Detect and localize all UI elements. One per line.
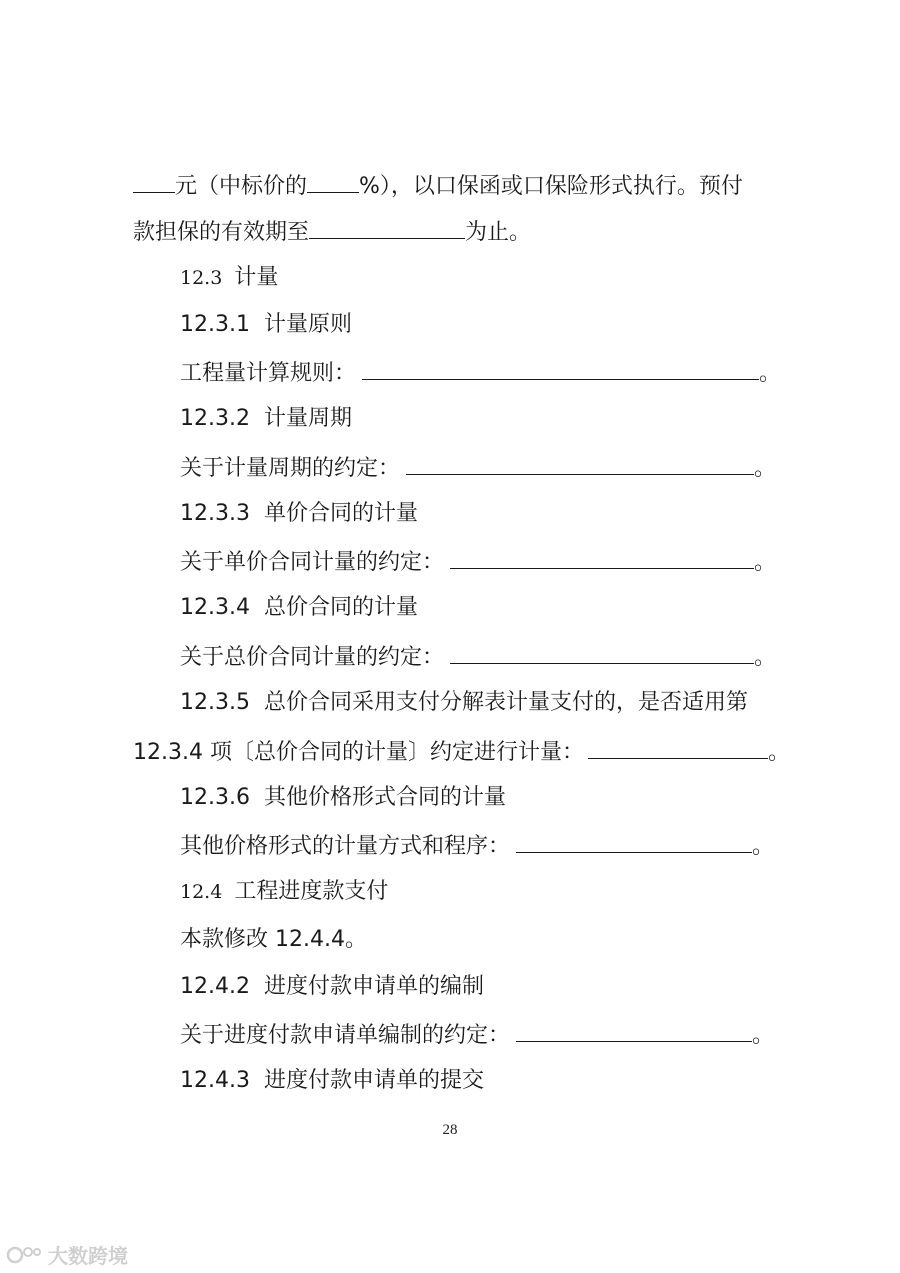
blank-field [450, 546, 754, 569]
paragraph-line [133, 170, 743, 202]
subsection-heading [180, 593, 418, 623]
subsection-title: 12.3.5 总价合同采用支付分解表计量支付的，是否适用第 [180, 690, 748, 715]
section-title: 计量 [234, 265, 279, 290]
field-label: 关于单价合同计量的约定： [180, 550, 445, 575]
subsection-title: 12.4.3 进度付款申请单的提交 [180, 1068, 484, 1093]
paragraph-line [180, 925, 367, 955]
field-label: 工程量计算规则： [180, 361, 357, 386]
subsection-heading [180, 783, 506, 813]
section-number: 12.4 [180, 881, 223, 903]
text: 。 [754, 550, 777, 575]
subsection-title: 12.3.1 计量原则 [180, 312, 352, 337]
text: 。 [767, 740, 790, 765]
text: 。 [752, 834, 775, 859]
field-label: 12.3.4 项〔总价合同的计量〕约定进行计量： [133, 740, 584, 765]
form-row [180, 357, 781, 389]
subsection-heading [180, 688, 748, 718]
field-label: 其他价格形式的计量方式和程序： [180, 834, 511, 859]
page-number: 28 [442, 1122, 458, 1138]
watermark-text: 大数跨境 [48, 1244, 128, 1268]
blank-field [309, 216, 465, 239]
text: %），以口保函或口保险形式执行。预付 [359, 174, 743, 199]
brand-logo-icon [6, 1244, 42, 1266]
blank-field [406, 452, 754, 475]
form-row [180, 546, 776, 578]
blank-field [307, 170, 359, 193]
section-title: 工程进度款支付 [234, 879, 389, 904]
blank-field [588, 736, 768, 759]
subsection-title: 12.3.6 其他价格形式合同的计量 [180, 785, 506, 810]
text: 款担保的有效期至 [133, 220, 310, 245]
blank-field [516, 830, 752, 853]
section-number: 12.3 [180, 267, 223, 289]
paragraph-line [133, 216, 531, 248]
blank-field [362, 357, 759, 380]
section-heading [180, 877, 388, 907]
subsection-title: 12.4.2 进度付款申请单的编制 [180, 974, 484, 999]
blank-field [516, 1019, 752, 1042]
text: 元（中标价的 [175, 174, 308, 199]
text: 。 [759, 361, 782, 386]
form-row [180, 452, 776, 484]
form-row [133, 736, 790, 768]
form-row [180, 641, 776, 673]
text: 。 [754, 456, 777, 481]
section-heading [180, 263, 278, 293]
blank-field [450, 641, 754, 664]
subsection-heading [180, 1066, 484, 1096]
field-label: 关于总价合同计量的约定： [180, 645, 445, 670]
subsection-heading [180, 404, 352, 434]
subsection-title: 12.3.4 总价合同的计量 [180, 595, 418, 620]
watermark [6, 1240, 128, 1269]
blank-field [133, 170, 175, 193]
text: 本款修改 12.4.4。 [180, 927, 367, 952]
text: 。 [752, 1023, 775, 1048]
subsection-title: 12.3.2 计量周期 [180, 406, 352, 431]
text: 为止。 [465, 220, 532, 245]
subsection-title: 12.3.3 单价合同的计量 [180, 501, 418, 526]
form-row [180, 1019, 774, 1051]
subsection-heading [180, 499, 418, 529]
form-row [180, 830, 774, 862]
field-label: 关于计量周期的约定： [180, 456, 401, 481]
text: 。 [754, 645, 777, 670]
subsection-heading [180, 310, 352, 340]
field-label: 关于进度付款申请单编制的约定： [180, 1023, 511, 1048]
subsection-heading [180, 972, 484, 1002]
